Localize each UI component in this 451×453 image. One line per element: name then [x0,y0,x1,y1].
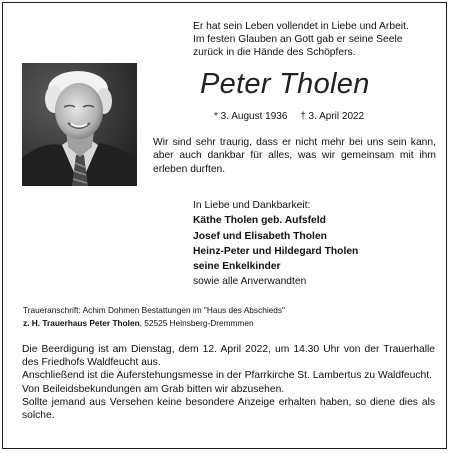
motto-line: Im festen Glauben an Gott gab er seine Seele [193,34,403,45]
address-postal: , 52525 Heinsberg-Dremmmen [139,318,254,328]
family-member: Josef und Elisabeth Tholen [193,230,327,242]
condolences-text: Von Beileidsbekundungen am Grab bitten wir abzusehen. [22,383,285,395]
family-list [193,198,443,290]
address-line [23,317,443,330]
deceased-name: Peter Tholen [200,68,370,100]
mourning-address [23,304,443,330]
motto-verse [193,20,443,59]
sorrow-text: Wir sind sehr traurig, dass er nicht mehr bei uns sein kann, aber auch dankbar für alles, was wir gemeinsam mit ihm erleben durften. [153,137,436,175]
portrait-icon [22,63,137,186]
mass-text: Anschließend ist die Auferstehungsmesse in der Pfarrkirche St. Lambertus zu Waldfeucht. [22,370,432,382]
portrait-photo [22,63,137,186]
address-recipient: z. H. Trauerhaus Peter Tholen [23,318,140,328]
birth-date: * 3. August 1936 [214,111,288,122]
family-member: seine Enkelkinder [193,261,281,273]
motto-line: zurück in die Hände des Schöpfers. [193,47,356,58]
address-line: Traueranschrift: Achim Dohmen Bestattungen im "Haus des Abschieds" [23,305,285,315]
family-closing: sowie alle Anverwandten [193,276,307,288]
notice-text: Sollte jemand aus Versehen keine besondere Anzeige erhalten haben, so diene dies als solche. [22,396,435,422]
motto-line: Er hat sein Leben vollendet in Liebe und Arbeit. [193,21,409,32]
death-date: † 3. April 2022 [300,111,365,122]
funeral-details [22,343,435,422]
family-intro: In Liebe und Dankbarkeit: [193,200,311,211]
burial-text: Die Beerdigung ist am Dienstag, dem 12. April 2022, um 14.30 Uhr von der Trauerhalle des Friedhofs Waldfeucht aus. [22,344,435,369]
life-dates [214,111,364,122]
obituary-frame [2,2,447,449]
family-member: Käthe Tholen geb. Aufsfeld [193,215,326,227]
family-member: Heinz-Peter und Hildegard Tholen [193,245,359,257]
